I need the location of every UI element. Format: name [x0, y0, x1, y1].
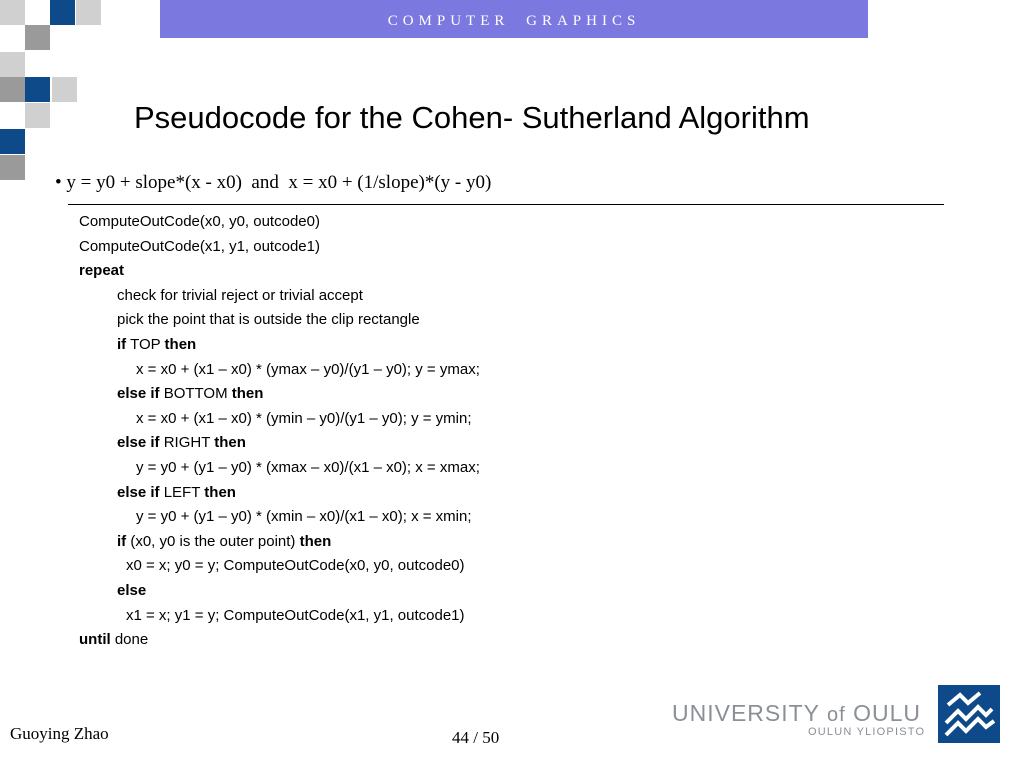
- code-keyword: else if: [117, 434, 160, 452]
- code-line: ComputeOutCode(x1, y1, outcode1): [79, 237, 320, 255]
- code-keyword: else if: [117, 385, 160, 403]
- code-line: x = x0 + (x1 – x0) * (ymin – y0)/(y1 – y0); y = ymin;: [136, 409, 472, 427]
- pseudocode-block: [79, 210, 480, 653]
- header-label: COMPUTER GRAPHICS: [387, 13, 641, 29]
- deco-square: [25, 77, 50, 102]
- code-keyword: until: [79, 631, 111, 649]
- deco-square: [0, 52, 25, 77]
- code-line: y = y0 + (y1 – y0) * (xmin – x0)/(x1 – x0); x = xmin;: [136, 508, 472, 526]
- deco-square: [76, 0, 101, 25]
- slide-title: Pseudocode for the Cohen- Sutherland Algorithm: [134, 100, 810, 135]
- code-line: check for trivial reject or trivial accept: [117, 286, 363, 304]
- university-name-pre: UNIVERSITY: [672, 700, 827, 726]
- university-subtitle: OULUN YLIOPISTO: [808, 726, 926, 738]
- code-text: BOTTOM: [159, 385, 232, 403]
- page-number: [452, 728, 499, 748]
- code-line: [79, 481, 480, 506]
- deco-square: [0, 129, 25, 154]
- university-logo-icon: [938, 685, 1000, 743]
- code-keyword: then: [299, 532, 332, 550]
- code-line: pick the point that is outside the clip rectangle: [117, 311, 420, 329]
- code-line: y = y0 + (y1 – y0) * (xmax – x0)/(x1 – x0); x = xmax;: [136, 458, 480, 476]
- university-name-of: of: [827, 704, 846, 726]
- deco-square: [25, 25, 50, 50]
- deco-square: [25, 103, 50, 128]
- code-keyword: repeat: [79, 262, 125, 280]
- footer-author: Guoying Zhao: [10, 724, 109, 743]
- code-keyword: else: [117, 581, 147, 599]
- formula-bullet: • y = y0 + slope*(x - x0) and x = x0 + (1/slope)*(y - y0): [55, 172, 492, 193]
- code-text: (x0, y0 is the outer point): [126, 532, 300, 550]
- code-line: x = x0 + (x1 – x0) * (ymax – y0)/(y1 – y0); y = ymax;: [136, 360, 480, 378]
- code-line: [79, 628, 480, 653]
- deco-square: [0, 77, 25, 102]
- university-name-post: OULU: [845, 700, 921, 726]
- code-line: ComputeOutCode(x0, y0, outcode0): [79, 213, 320, 230]
- code-keyword: then: [231, 385, 264, 403]
- divider-line: [68, 204, 944, 205]
- page-separator: /: [469, 728, 483, 747]
- deco-square: [52, 77, 77, 102]
- university-name: [672, 700, 926, 727]
- code-line: [79, 382, 480, 407]
- code-line: x0 = x; y0 = y; ComputeOutCode(x0, y0, outcode0): [126, 557, 465, 575]
- code-keyword: if: [117, 335, 127, 353]
- page-current: 44: [452, 728, 469, 747]
- code-keyword: then: [214, 434, 246, 452]
- header-bar: [160, 0, 868, 38]
- code-line: [79, 530, 480, 555]
- code-line: [79, 333, 480, 358]
- code-text: done: [110, 631, 149, 649]
- code-keyword: then: [204, 483, 236, 501]
- code-keyword: if: [117, 532, 127, 550]
- code-line: x1 = x; y1 = y; ComputeOutCode(x1, y1, outcode1): [126, 606, 465, 624]
- code-line: [79, 431, 480, 456]
- page-total: 50: [482, 728, 500, 747]
- deco-square: [50, 0, 75, 25]
- deco-square: [0, 0, 25, 25]
- code-keyword: else if: [117, 483, 160, 501]
- code-text: RIGHT: [159, 434, 215, 452]
- deco-square: [0, 155, 25, 180]
- code-text: TOP: [126, 335, 165, 353]
- code-keyword: then: [164, 335, 197, 353]
- code-text: LEFT: [159, 483, 205, 501]
